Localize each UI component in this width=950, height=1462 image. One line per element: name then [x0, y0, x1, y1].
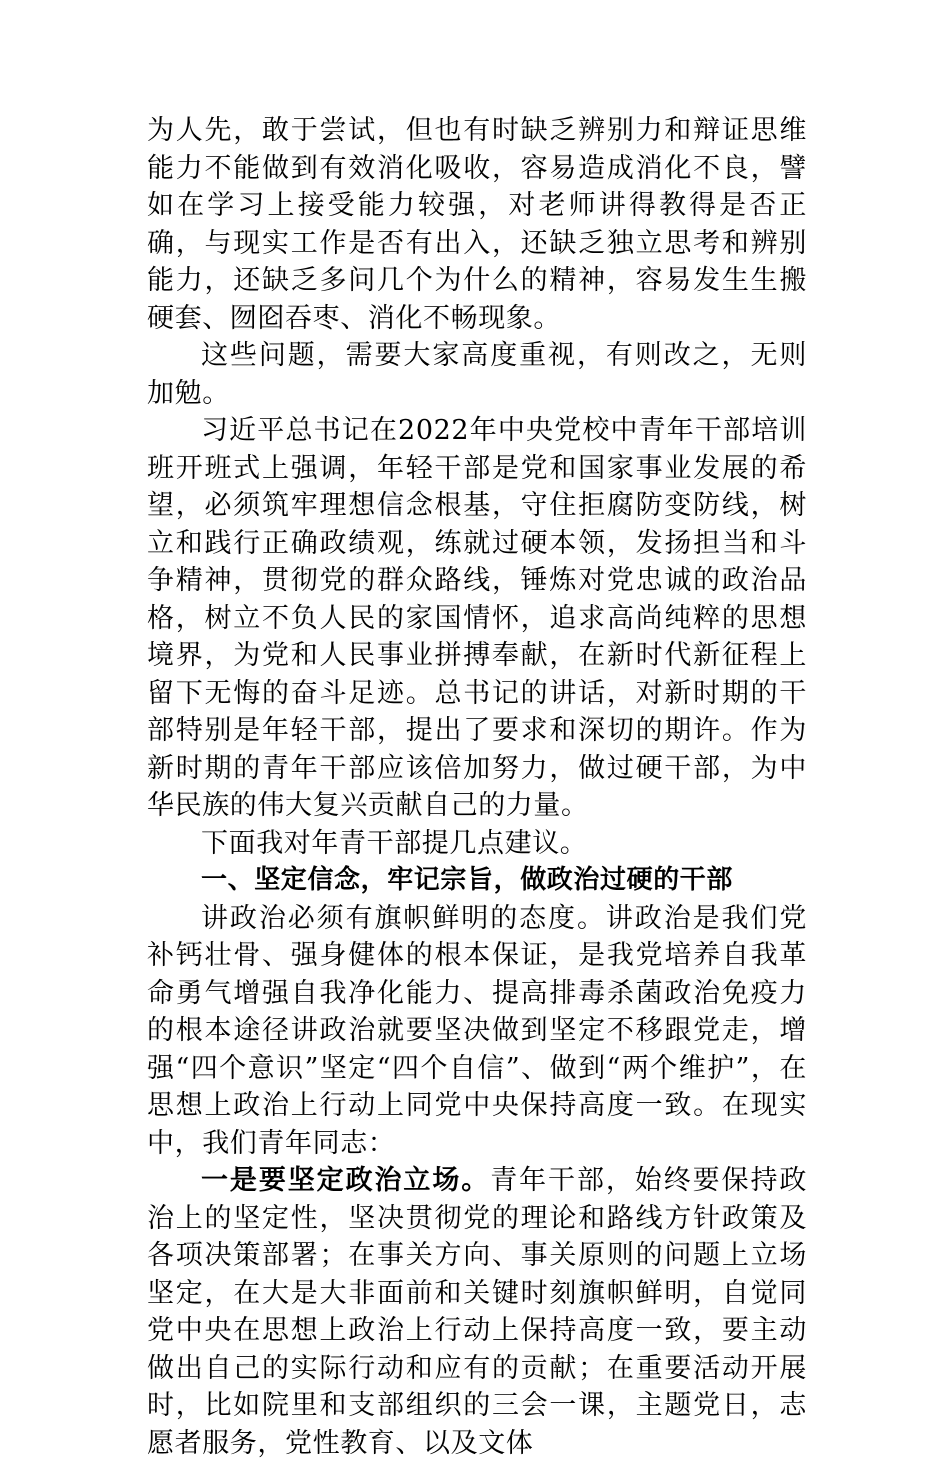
section-heading-1: 一、坚定信念，牢记宗旨，做政治过硬的干部 [201, 865, 734, 895]
document-body [147, 112, 807, 1462]
paragraph-attention: 这些问题，需要大家高度重视，有则改之，无则加勉。 [147, 340, 807, 409]
paragraph-body-text: 青年干部，始终要保持政治上的坚定性，坚决贯彻党的理论和路线方针政策及各项决策部署；在事关方向、事关原则的问题上立场坚定，在大是大非面前和关键时刻旗帜鲜明，自觉同党中央在思想上政治上行动上保持高度一致，要主动做出自己的实际行动和应有的贡献；在重要活动开展时，比如院里和支部组织的三会一课，主题党日，志愿者服务，党性教育、以及文体 [147, 1165, 807, 1459]
paragraph-xi-speech: 习近平总书记在2022年中央党校中青年干部培训班开班式上强调，年轻干部是党和国家事业发展的希望，必须筑牢理想信念根基，守住拒腐防变防线，树立和践行正确政绩观，练就过硬本领，发扬担当和斗争精神，贯彻党的群众路线，锤炼对党忠诚的政治品格，树立不负人民的家国情怀，追求高尚纯粹的思想境界，为党和人民事业拼搏奉献，在新时代新征程上留下无悔的奋斗足迹。总书记的讲话，对新时期的干部特别是年轻干部，提出了要求和深切的期许。作为新时期的青年干部应该倍加努力，做过硬干部，为中华民族的伟大复兴贡献自己的力量。 [147, 415, 807, 821]
paragraph-lead-phrase: 一是要坚定政治立场。 [201, 1165, 491, 1196]
paragraph-suggestions-intro: 下面我对年青干部提几点建议。 [201, 827, 588, 859]
paragraph-politics: 讲政治必须有旗帜鲜明的态度。讲政治是我们党补钙壮骨、强身健体的根本保证，是我党培养自我革命勇气增强自我净化能力、提高排毒杀菌政治免疫力的根本途径讲政治就要坚决做到坚定不移跟党走，增强“四个意识”坚定“四个自信”、做到“两个维护”，在思想上政治上行动上同党中央保持高度一致。在现实中，我们青年同志： [147, 902, 807, 1159]
paragraph-continuation: 为人先，敢于尝试，但也有时缺乏辨别力和辩证思维能力不能做到有效消化吸收，容易造成消化不良，譬如在学习上接受能力较强，对老师讲得教得是否正确，与现实工作是否有出入，还缺乏独立思考和辨别能力，还缺乏多问几个为什么的精神，容易发生生搬硬套、囫囵吞枣、消化不畅现象。 [147, 115, 807, 334]
paragraph-political-stance [147, 1162, 807, 1462]
